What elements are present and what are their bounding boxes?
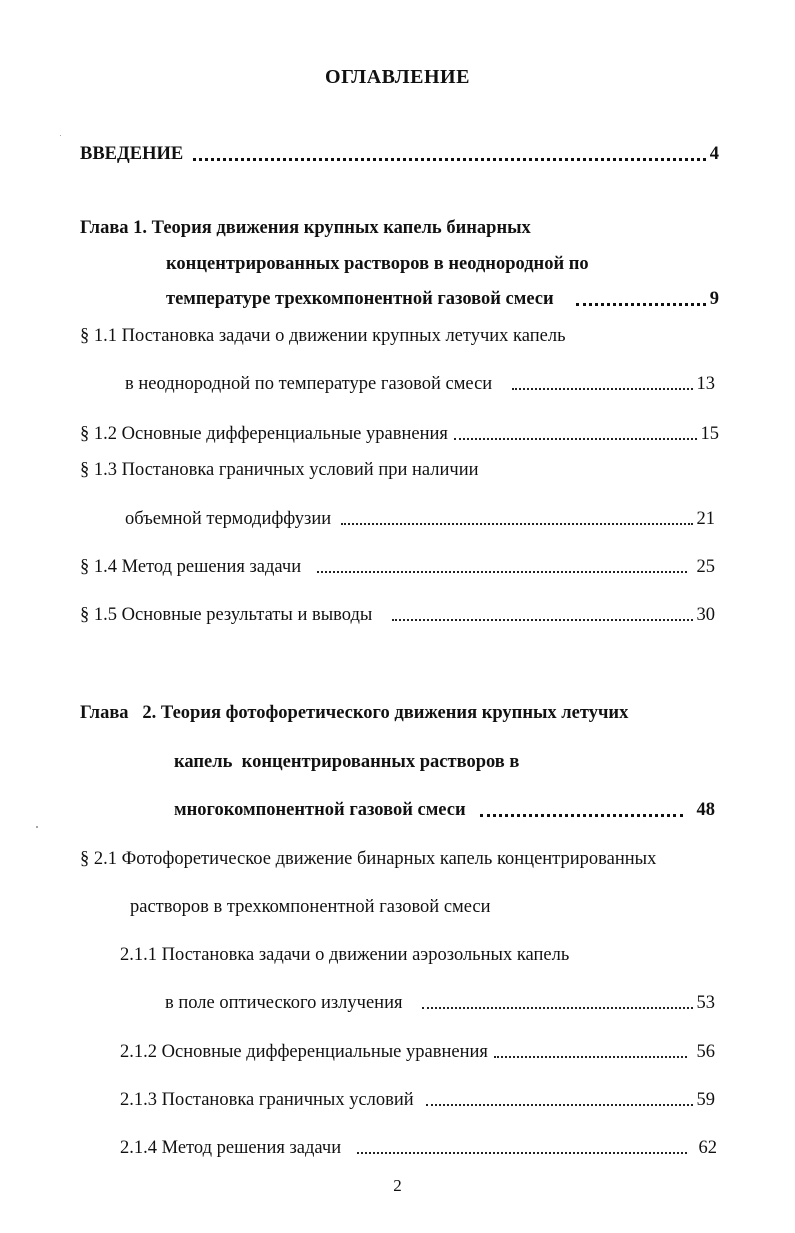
dot-leader <box>454 421 697 440</box>
toc-entry-1-4[interactable] <box>80 554 715 580</box>
subsection-title-text: 2.1.4 Метод решения задачи <box>120 1138 342 1158</box>
section-title-text: § 1.2 Основные дифференциальные уравнения <box>80 424 448 444</box>
chapter-title-text: многокомпонентной газовой смеси <box>174 800 466 820</box>
subsection-title-text: 2.1.3 Постановка граничных условий <box>120 1090 414 1110</box>
chapter-title-text: Глава 1. Теория движения крупных капель бинарных <box>80 218 531 238</box>
section-title-text: растворов в трехкомпонентной газовой смеси <box>130 897 491 917</box>
dot-leader <box>494 1039 687 1058</box>
chapter-title-text: Глава 2. Теория фотофоретического движения крупных летучих <box>80 703 629 723</box>
toc-entry-2-1-1-line1[interactable] <box>120 942 569 968</box>
section-title-text: § 1.1 Постановка задачи о движении крупных летучих капель <box>80 326 566 346</box>
toc-page-number: 62 <box>698 1138 717 1158</box>
dot-leader <box>193 141 706 161</box>
chapter-title-text: концентрированных растворов в неоднородной по <box>166 254 589 274</box>
section-title-text: объемной термодиффузии <box>125 509 332 529</box>
toc-page-number: 21 <box>696 509 715 529</box>
dot-leader <box>392 602 692 621</box>
toc-entry-1-2[interactable] <box>80 421 719 447</box>
chapter1-heading-line1[interactable] <box>80 215 531 241</box>
toc-entry-2-1-3[interactable] <box>120 1087 715 1113</box>
chapter-title-text: капель концентрированных растворов в <box>174 752 520 772</box>
section-title-text: в неоднородной по температуре газовой смеси <box>125 374 493 394</box>
page-number: 2 <box>393 1176 402 1195</box>
toc-entry-2-1-2[interactable] <box>120 1039 715 1065</box>
toc-page-number: 9 <box>709 289 719 309</box>
chapter2-heading-line3[interactable] <box>174 797 715 823</box>
dot-leader <box>317 554 686 573</box>
chapter-title-text: температуре трехкомпонентной газовой смеси <box>166 289 554 309</box>
chapter2-heading-line2[interactable] <box>174 749 519 775</box>
dot-leader <box>512 371 692 390</box>
toc-entry-intro[interactable] <box>80 141 719 167</box>
chapter1-heading-line2[interactable] <box>166 251 589 277</box>
toc-entry-2-1-4[interactable] <box>120 1135 717 1161</box>
toc-page-number: 53 <box>696 993 715 1013</box>
toc-page-number: 13 <box>696 374 715 394</box>
dot-leader <box>357 1135 686 1154</box>
toc-page-number: 4 <box>709 144 719 164</box>
toc-page-number: 59 <box>696 1090 715 1110</box>
dot-leader <box>426 1087 693 1106</box>
section-title-text: § 1.3 Постановка граничных условий при наличии <box>80 460 479 480</box>
dot-leader <box>422 990 692 1009</box>
chapter1-heading-line3[interactable] <box>166 286 719 312</box>
subsection-title-text: 2.1.2 Основные дифференциальные уравнения <box>120 1042 488 1062</box>
subsection-title-text: в поле оптического излучения <box>165 993 403 1013</box>
section-title-text: § 1.5 Основные результаты и выводы <box>80 605 373 625</box>
dot-leader <box>480 797 683 817</box>
subsection-title-text: 2.1.1 Постановка задачи о движении аэрозольных капель <box>120 945 570 965</box>
toc-entry-2-1-line1[interactable] <box>80 846 656 872</box>
toc-page-number: 56 <box>696 1042 715 1062</box>
toc-entry-1-5[interactable] <box>80 602 715 628</box>
toc-page-number: 25 <box>696 557 715 577</box>
dot-leader <box>576 286 706 306</box>
chapter2-heading-line1[interactable] <box>80 700 628 726</box>
toc-page-number: 48 <box>696 800 715 820</box>
scan-speck <box>36 826 38 828</box>
toc-entry-2-1-line2[interactable] <box>130 894 491 920</box>
dot-leader <box>341 506 692 525</box>
section-title-text: § 1.4 Метод решения задачи <box>80 557 302 577</box>
scan-speck <box>60 135 61 136</box>
toc-title: ОГЛАВЛЕНИЕ <box>325 66 470 88</box>
section-title-text: § 2.1 Фотофоретическое движение бинарных капель концентрированных <box>80 849 657 869</box>
toc-entry-1-3-line2[interactable] <box>125 506 715 532</box>
toc-entry-label: ВВЕДЕНИЕ <box>80 144 184 164</box>
toc-page-number: 15 <box>700 424 719 444</box>
toc-entry-2-1-1-line2[interactable] <box>165 990 715 1016</box>
toc-entry-1-3-line1[interactable] <box>80 457 479 483</box>
toc-page-number: 30 <box>696 605 715 625</box>
toc-entry-1-1-line2[interactable] <box>125 371 715 397</box>
toc-entry-1-1-line1[interactable] <box>80 323 566 349</box>
